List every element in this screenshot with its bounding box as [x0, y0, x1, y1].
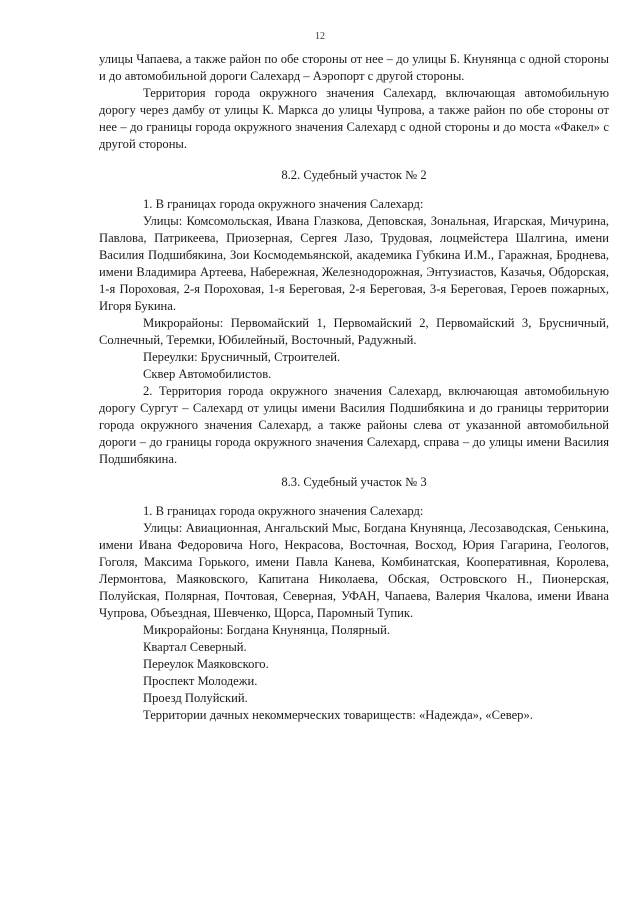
section-3-heading: 8.3. Судебный участок № 3 — [281, 475, 427, 489]
section-heading — [99, 474, 609, 491]
lanes-list: Переулки: Брусничный, Строителей. — [143, 350, 341, 364]
lane-item: Переулок Маяковского. — [143, 657, 269, 671]
section-heading — [99, 167, 609, 184]
districts-list: Микрорайоны: Богдана Кнунянца, Полярный. — [143, 623, 390, 637]
quarter-item: Квартал Северный. — [143, 640, 247, 654]
paragraph: 2. Территория города окружного значения Салехард, включающая автомобильную дорогу Сургут – Салехард от улицы имени Василия Подшибякина и до границы территории города окружного значения Салехард, а также районы слева от указанной автомобильной дороги – до границы города окружного значения Салехард, справа – до улицы имени Василия Подшибякина. — [99, 384, 609, 466]
intro-text — [99, 51, 609, 153]
streets-list: Улицы: Комсомольская, Ивана Глазкова, Деповская, Зональная, Игарская, Мичурина, Павлова, Патрикеева, Приозерная, Сергея Лазо, Трудовая, лоцмейстера Шалгина, имени Василия Подшибякина, Зои Космодемьянской, академика Губкина И.М., Гаражная, Броднева, имени Владимира Артеева, Набережная, Железнодорожная, Энтузиастов, Казачья, Обдорская, 1-я Пороховая, 2-я Пороховая, 1-я Береговая, 2-я Береговая, 3-я Береговая, Героев пожарных, Игоря Букина. — [99, 214, 609, 313]
passage-item: Проезд Полуйский. — [143, 691, 248, 705]
paragraph: 1. В границах города окружного значения Салехард: — [143, 504, 424, 518]
districts-list: Микрорайоны: Первомайский 1, Первомайский 2, Первомайский 3, Брусничный, Солнечный, Теремки, Юбилейный, Восточный, Радужный. — [99, 316, 609, 347]
section-2-body — [99, 196, 609, 468]
section-3-body — [99, 503, 609, 724]
avenue-item: Проспект Молодежи. — [143, 674, 258, 688]
section-2-heading: 8.2. Судебный участок № 2 — [281, 168, 427, 182]
dacha-item: Территории дачных некоммерческих товариществ: «Надежда», «Север». — [143, 708, 533, 722]
paragraph: 1. В границах города окружного значения Салехард: — [143, 197, 424, 211]
square-item: Сквер Автомобилистов. — [143, 367, 272, 381]
paragraph: Территория города окружного значения Салехард, включающая автомобильную дорогу через дамбу от улицы К. Маркса до улицы Чупрова, а также район по обе стороны от нее – до границы города окружного значения Салехард с одной стороны и до моста «Факел» с другой стороны. — [99, 86, 609, 151]
paragraph: улицы Чапаева, а также район по обе стороны от нее – до улицы Б. Кнунянца с одной стороны и до автомобильной дороги Салехард – Аэропорт с другой стороны. — [99, 52, 609, 83]
page-number: 12 — [315, 31, 325, 42]
streets-list: Улицы: Авиационная, Ангальский Мыс, Богдана Кнунянца, Лесозаводская, Сенькина, имени Ивана Федоровича Ного, Некрасова, Восточная, Восход, Юрия Гагарина, Геологов, Гоголя, Максима Горького, имени Павла Канева, Комбинатская, Кооперативная, Королева, Лермонтова, Маяковского, Капитана Николаева, Обская, Островского Н., Пионерская, Полуйская, Полярная, Почтовая, Северная, УФАН, Чапаева, Валерия Чкалова, имени Ивана Чупрова, Объездная, Шевченко, Щорса, Паромный Тупик. — [99, 521, 609, 620]
